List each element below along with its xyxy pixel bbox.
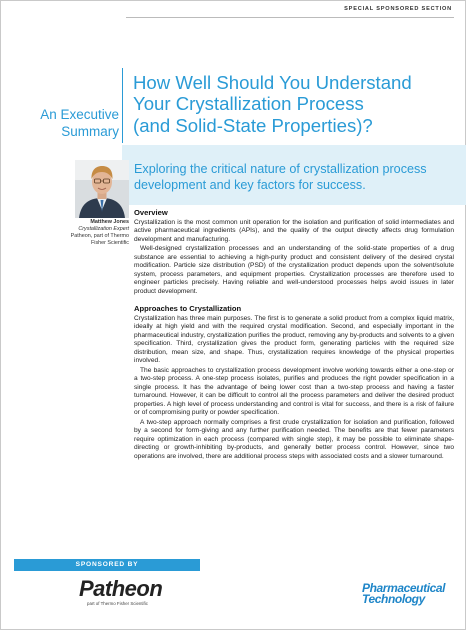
- title-line3: (and Solid-State Properties)?: [133, 114, 373, 136]
- author-org-line1: Patheon, part of Thermo: [70, 233, 129, 239]
- intro-text: [134, 162, 452, 193]
- approaches-heading: Approaches to Crystallization: [134, 304, 242, 313]
- publication-logo-line1: Pharmaceutical: [362, 581, 446, 595]
- title-line2: Your Crystallization Process: [133, 93, 364, 115]
- executive-summary-line2: Summary: [61, 124, 119, 139]
- approaches-paragraph: The basic approaches to crystallization process development involve working towards either a one-step or a two-step process. A one-step process isolates, purifies and produces the right powder specification in a single process. It has the advantage of being lower cost than a two-step process and having a faster turnaround. However, it can be difficult to control all the process parameters and deliver the desired product properties. A high level of process understanding and control is vital for success, and there is a risk of failure or of compromising purity or powder specification.: [134, 366, 454, 416]
- author-org-line2: Fisher Scientific: [90, 240, 129, 246]
- title-line1: How Well Should You Understand: [133, 72, 412, 93]
- approaches-paragraph: Crystallization has three main purposes. The first is to generate a solid product from a complex liquid matrix, ideally at high yield and with the required crystal modification. Second, and especially important in the pharmaceutical industry, crystallization purifies the product, removing any by-products and solvents to a given specification. Third, crystallization gives the product form, generating particles with the required size distribution, mean size, and shape. Thus, crystallization requires knowledge of the physical properties involved.: [134, 314, 454, 364]
- overview-paragraph: Well-designed crystallization processes and an understanding of the solid-state properties of a drug substance are essential to achieving a high-purity product and consistent delivery of the desired crystal modification. Particle size distribution (PSD) of the crystallization product depends upon the solvent/solute system, process parameters, and equipment properties. Crystallization processes are therefore used to engineer particles precisely. Having reliable and well-understood processes helps avoid issues in later product development.: [134, 245, 454, 295]
- patheon-logo-subtext: part of Thermo Fisher Scientific: [87, 601, 148, 606]
- header-divider: [126, 17, 454, 18]
- headshot-photo-icon: [75, 160, 129, 218]
- overview-paragraph: Crystallization is the most common unit operation for the isolation and purification of solid intermediates and active pharmaceutical ingredients (APIs), and the quality of the output directly affects drug formulation development and manufacturing.: [134, 218, 454, 243]
- section-label: SPECIAL SPONSORED SECTION: [344, 6, 452, 12]
- page-title: [133, 72, 453, 136]
- approaches-paragraph: A two-step approach normally comprises a first crude crystallization for isolation and purification, followed by a second for form-giving and any further purification needed. The benefits are that fewer parameters require optimization in each process (compared with single step), it may be possible to eliminate shape-directing or growth-inhibiting by-products, and generally better process control. However, since two operations are involved, there are additional process steps with associated costs and a slower turnaround.: [134, 418, 454, 460]
- patheon-logo-word: Patheon: [79, 576, 163, 601]
- author-photo: [75, 160, 129, 218]
- author-role: Crystallization Expert: [78, 226, 129, 232]
- author-credit: [20, 219, 129, 247]
- intro-line1: Exploring the critical nature of crystallization process: [134, 162, 427, 176]
- publication-logo-line2: Technology: [362, 592, 425, 606]
- executive-summary-label: [0, 106, 119, 140]
- overview-heading: Overview: [134, 208, 168, 217]
- sponsored-by-label: SPONSORED BY: [14, 559, 200, 571]
- pharmaceutical-technology-logo: [362, 583, 445, 605]
- author-name: Matthew Jones: [90, 219, 129, 225]
- intro-line2: development and key factors for success.: [134, 177, 366, 192]
- title-divider: [122, 68, 123, 143]
- article-body: [134, 209, 454, 462]
- executive-summary-line1: An Executive: [40, 107, 119, 122]
- patheon-logo: [79, 578, 162, 606]
